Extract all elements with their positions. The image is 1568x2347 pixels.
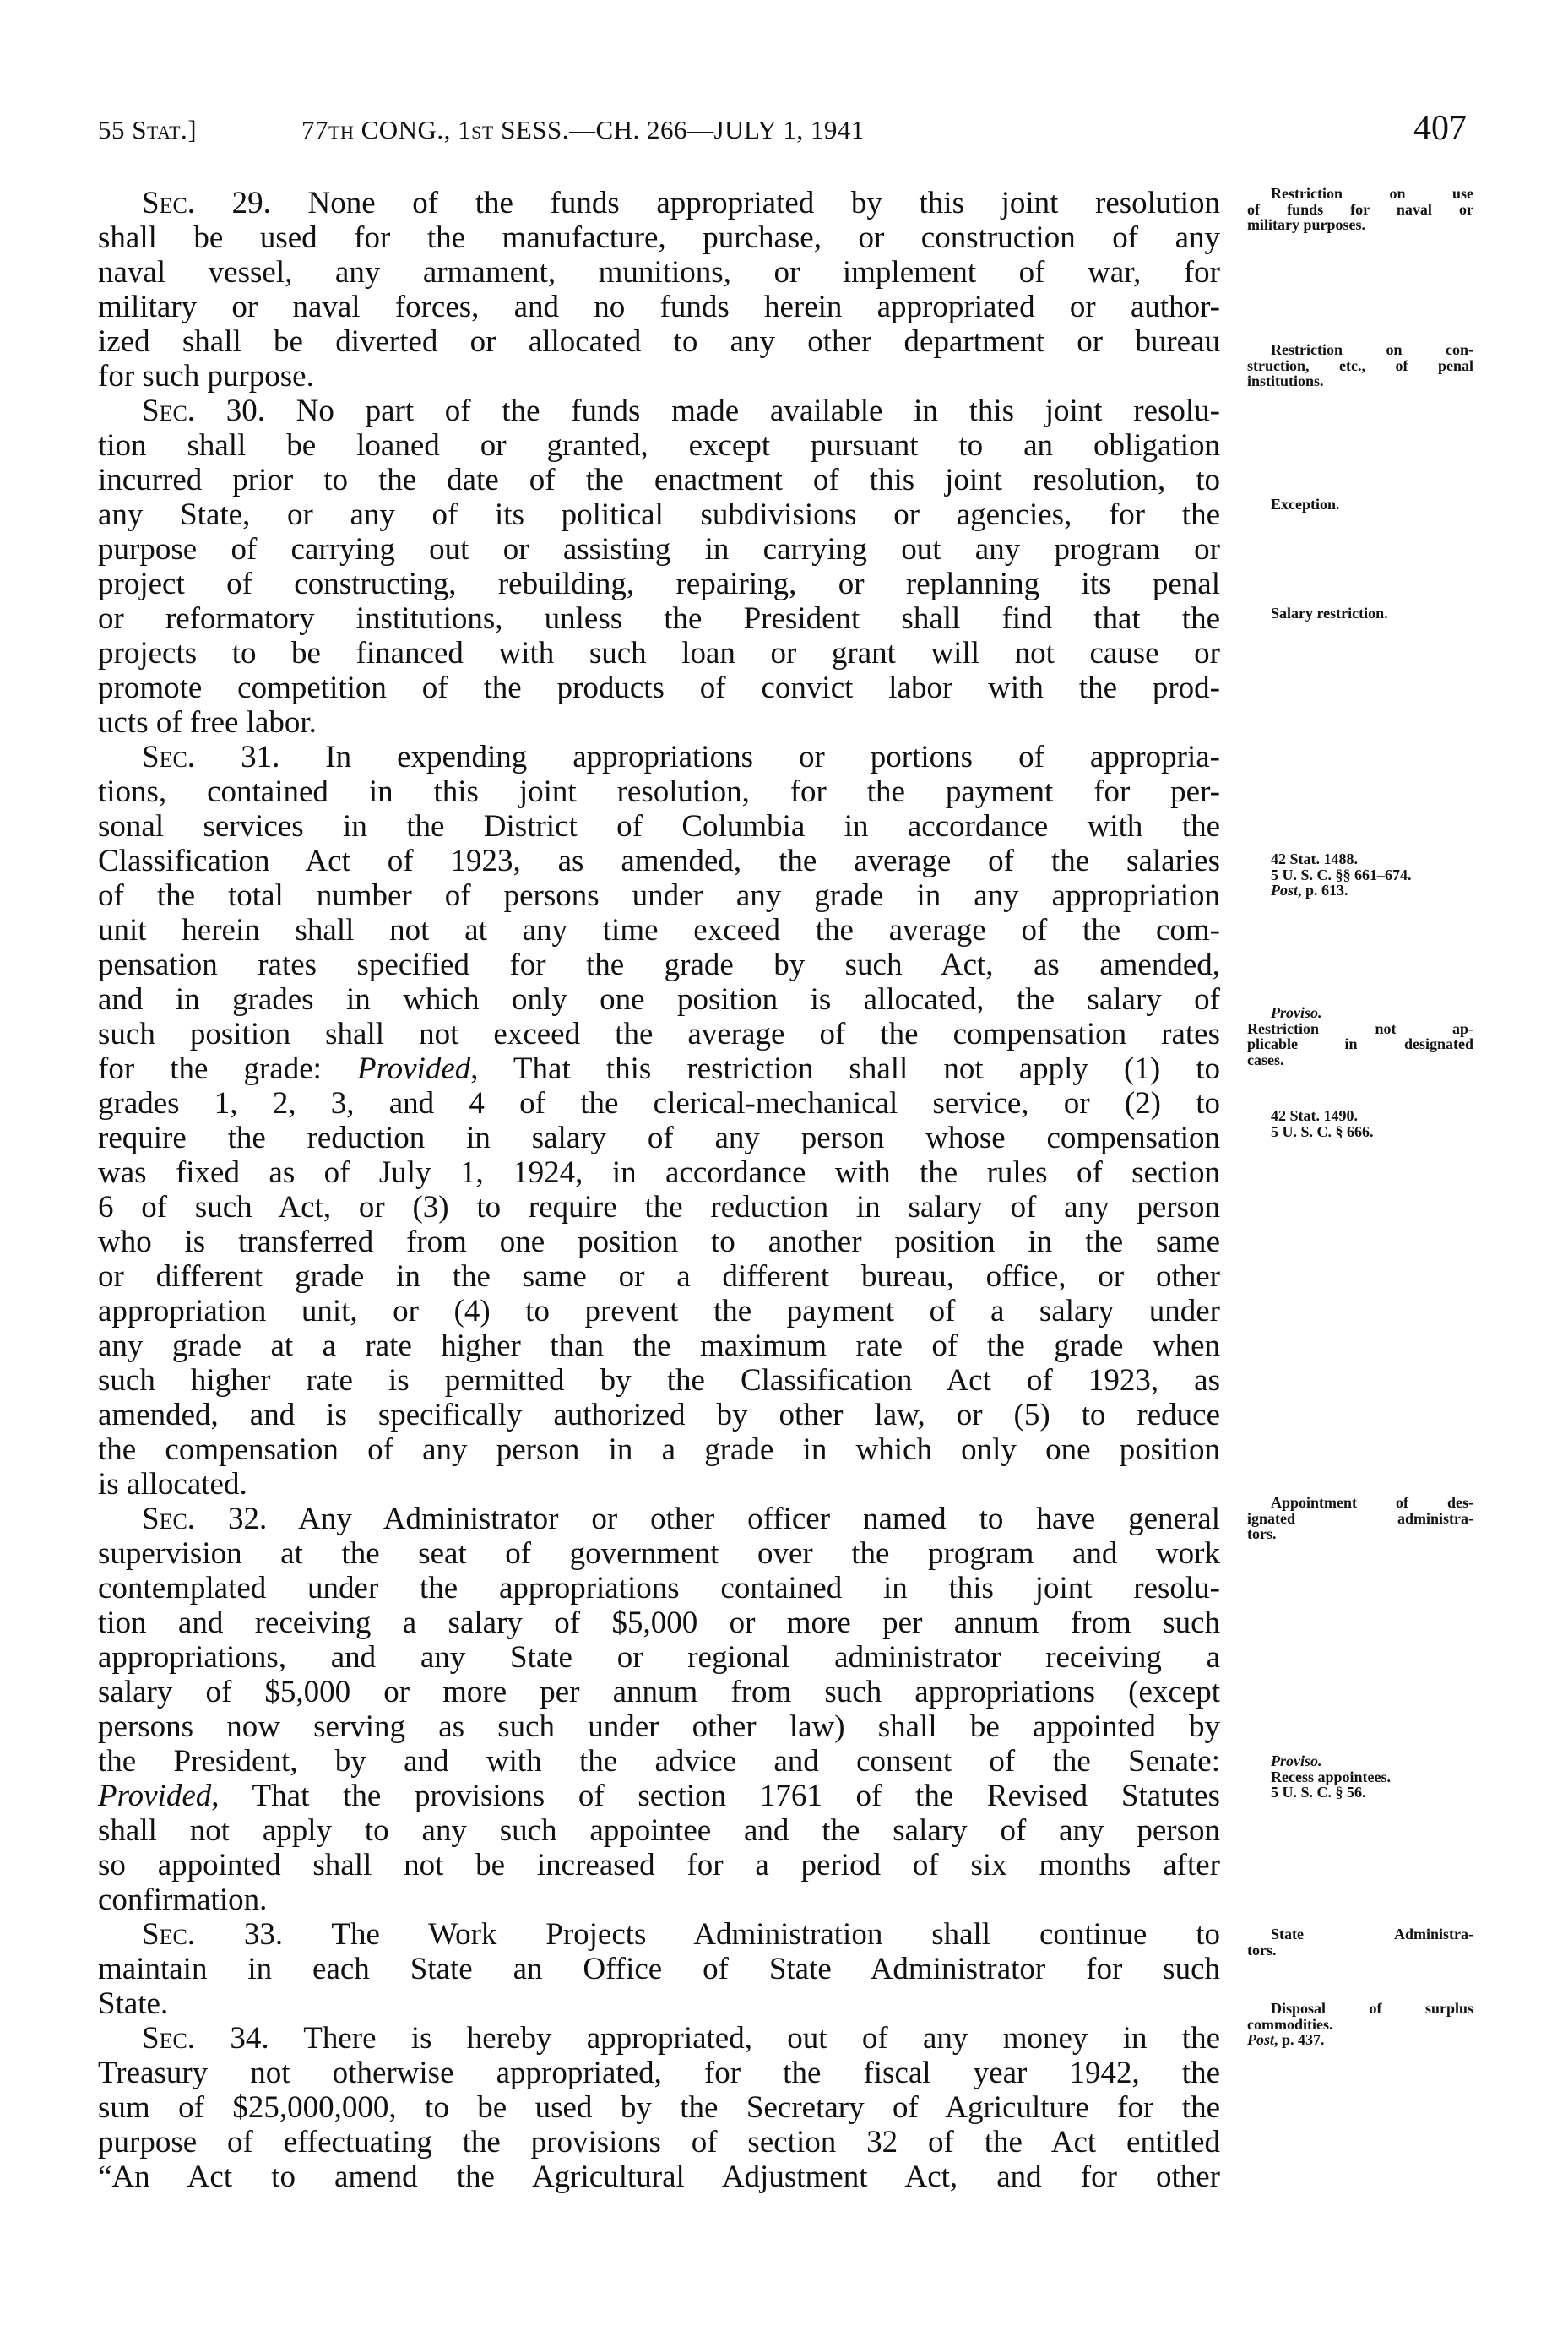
text-line <box>98 844 1220 878</box>
text-run: or different grade in the same or a different bureau, office, or other <box>98 1259 1220 1294</box>
text-run: 29. None of the funds appropriated by this joint resolution <box>195 186 1220 220</box>
margin-note <box>1247 2001 1473 2048</box>
text-run: of funds for naval or <box>1247 200 1473 218</box>
text-run: 31. In expending appropriations or portions of appropria- <box>195 740 1220 774</box>
text-line <box>98 428 1220 463</box>
text-run: any grade at a rate higher than the maximum rate of the grade when <box>98 1328 1220 1363</box>
margin-note-line <box>1247 186 1473 202</box>
italic-term: Post <box>1247 2031 1275 2048</box>
text-line <box>98 324 1220 359</box>
text-line <box>98 532 1220 567</box>
text-run: “An Act to amend the Agricultural Adjustment Act, and for other <box>98 2160 1220 2194</box>
text-line <box>98 1986 1220 2021</box>
text-run: supervision at the seat of government over the program and work <box>98 1536 1220 1571</box>
text-run: ucts of free labor. <box>98 705 317 740</box>
text-line <box>98 948 1220 982</box>
text-run: 42 Stat. 1488. <box>1271 850 1358 867</box>
margin-note-line <box>1247 1785 1473 1801</box>
text-run: persons now serving as such under other law) shall be appointed by <box>98 1709 1220 1744</box>
text-run: appropriation unit, or (4) to prevent the payment of a salary under <box>98 1294 1220 1328</box>
text-run: cases. <box>1247 1051 1284 1068</box>
text-line <box>98 982 1220 1017</box>
margin-note-line <box>1247 1942 1473 1959</box>
running-head-title: 77th CONG., 1st SESS.—CH. 266—JULY 1, 1941 <box>301 115 865 144</box>
text-line <box>98 2056 1220 2090</box>
section-paragraph <box>98 394 1220 740</box>
text-line <box>98 1467 1220 1502</box>
margin-note-line <box>1247 1124 1473 1140</box>
text-run: such position shall not exceed the average of the compensation rates <box>98 1017 1220 1051</box>
text-line <box>98 255 1220 290</box>
text-run: State Administra- <box>1271 1926 1473 1942</box>
margin-note-line <box>1247 1926 1473 1942</box>
margin-note-line <box>1247 883 1473 899</box>
text-run: salary of $5,000 or more per annum from such appropriations (except <box>98 1675 1220 1709</box>
margin-note-line <box>1247 851 1473 867</box>
text-line <box>98 1086 1220 1121</box>
text-run: who is transferred from one position to another position in the same <box>98 1225 1220 1259</box>
text-run: ignated administra- <box>1247 1509 1473 1527</box>
margin-note-line <box>1247 1036 1473 1052</box>
margin-note-line <box>1247 497 1473 513</box>
text-run: require the reduction in salary of any person whose compensation <box>98 1121 1220 1155</box>
text-line <box>98 394 1220 428</box>
margin-note-line <box>1247 358 1473 374</box>
text-run: pensation rates specified for the grade by such Act, as amended, <box>98 948 1220 982</box>
margin-note <box>1247 1753 1473 1801</box>
text-run: 42 Stat. 1490. <box>1271 1107 1358 1124</box>
text-run: is allocated. <box>98 1467 247 1502</box>
text-run: Restriction not ap- <box>1247 1019 1473 1037</box>
text-line <box>98 1813 1220 1848</box>
text-line <box>98 1536 1220 1571</box>
section-label: Sec. <box>142 1917 196 1952</box>
text-run: ized shall be diverted or allocated to any other department or bureau <box>98 324 1220 359</box>
text-run: the President, by and with the advice and consent of the Senate: <box>98 1744 1220 1779</box>
text-run: and in grades in which only one position is allocated, the salary of <box>98 982 1220 1017</box>
text-line <box>98 601 1220 636</box>
text-line <box>98 1605 1220 1640</box>
text-line <box>98 1779 1220 1813</box>
text-run: any State, or any of its political subdivisions or agencies, for the <box>98 497 1220 532</box>
text-line <box>98 1502 1220 1536</box>
text-run: the compensation of any person in a grade in which only one position <box>98 1432 1220 1467</box>
text-line <box>98 740 1220 774</box>
text-line <box>98 1952 1220 1986</box>
section-label: Sec. <box>142 2021 196 2056</box>
margin-note-line <box>1247 1495 1473 1511</box>
text-run: Recess appointees. <box>1271 1768 1391 1785</box>
text-line <box>98 220 1220 255</box>
text-run: tors. <box>1247 1525 1277 1542</box>
text-run: purpose of carrying out or assisting in carrying out any program or <box>98 532 1220 567</box>
italic-term: Provided <box>98 1779 212 1813</box>
margin-note-line <box>1247 1511 1473 1527</box>
text-line <box>98 1848 1220 1882</box>
italic-term: Provided <box>357 1051 471 1086</box>
section-label: Sec. <box>142 186 196 220</box>
text-line <box>98 1709 1220 1744</box>
margin-note-line <box>1247 373 1473 389</box>
text-line <box>98 1675 1220 1709</box>
text-run: sonal services in the District of Columbia in accordance with the <box>98 809 1220 844</box>
text-line <box>98 913 1220 948</box>
text-run: was fixed as of July 1, 1924, in accordance with the rules of section <box>98 1155 1220 1190</box>
text-run: grades 1, 2, 3, and 4 of the clerical-mechanical service, or (2) to <box>98 1086 1220 1121</box>
italic-term: Post <box>1271 882 1299 899</box>
margin-note-line <box>1247 1108 1473 1124</box>
text-run: Classification Act of 1923, as amended, the average of the salaries <box>98 844 1220 878</box>
text-run: , p. 613. <box>1298 882 1348 899</box>
margin-note <box>1247 497 1473 513</box>
text-run: amended, and is specifically authorized by other law, or (5) to reduce <box>98 1398 1220 1432</box>
text-run: shall be used for the manufacture, purchase, or construction of any <box>98 220 1220 255</box>
text-line <box>98 878 1220 913</box>
text-run: for such purpose. <box>98 359 314 394</box>
text-run: project of constructing, rebuilding, repairing, or replanning its penal <box>98 567 1220 601</box>
text-run: Restriction on con- <box>1271 341 1473 358</box>
text-run: Exception. <box>1271 496 1340 513</box>
text-run: tion shall be loaned or granted, except pursuant to an obligation <box>98 428 1220 463</box>
text-line <box>98 1259 1220 1294</box>
section-paragraph <box>98 186 1220 394</box>
text-run: , That the provisions of section 1761 of the Revised Statutes <box>211 1779 1220 1813</box>
text-run: 33. The Work Projects Administration shall continue to <box>195 1917 1220 1952</box>
margin-note <box>1247 1108 1473 1139</box>
text-run: naval vessel, any armament, munitions, or implement of war, for <box>98 255 1220 290</box>
text-run: military or naval forces, and no funds herein appropriated or author- <box>98 290 1220 324</box>
text-line <box>98 1363 1220 1398</box>
text-run: Appointment of des- <box>1271 1494 1473 1511</box>
margin-note <box>1247 342 1473 389</box>
text-run: for the grade: <box>98 1051 358 1086</box>
margin-note-line <box>1247 1769 1473 1785</box>
text-line <box>98 2021 1220 2056</box>
text-run: promote competition of the products of convict labor with the prod- <box>98 671 1220 705</box>
section-label: Sec. <box>142 394 196 428</box>
text-run: unit herein shall not at any time exceed the average of the com- <box>98 913 1220 948</box>
section-paragraph <box>98 2021 1220 2194</box>
text-run: or reformatory institutions, unless the President shall find that the <box>98 601 1220 636</box>
margin-note-line <box>1247 342 1473 358</box>
text-line <box>98 671 1220 705</box>
text-run: institutions. <box>1247 372 1324 389</box>
text-line <box>98 774 1220 809</box>
text-line <box>98 1017 1220 1051</box>
text-run: Disposal of surplus <box>1271 2000 1473 2017</box>
text-run: sum of $25,000,000, to be used by the Secretary of Agriculture for the <box>98 2090 1220 2125</box>
margin-note <box>1247 186 1473 233</box>
text-run: struction, etc., of penal <box>1247 356 1473 374</box>
text-line <box>98 1432 1220 1467</box>
section-label: Sec. <box>142 1502 196 1536</box>
italic-term: Proviso. <box>1271 1752 1322 1769</box>
text-run: shall not apply to any such appointee and the salary of any person <box>98 1813 1220 1848</box>
text-run: tions, contained in this joint resolution, for the payment for per- <box>98 774 1220 809</box>
text-run: incurred prior to the date of the enactment of this joint resolution, to <box>98 463 1220 497</box>
text-run: appropriations, and any State or regional administrator receiving a <box>98 1640 1220 1675</box>
text-line <box>98 2090 1220 2125</box>
margin-note <box>1247 606 1473 622</box>
text-run: projects to be financed with such loan or grant will not cause or <box>98 636 1220 671</box>
text-line <box>98 636 1220 671</box>
text-run: confirmation. <box>98 1882 268 1917</box>
margin-note-line <box>1247 1753 1473 1769</box>
text-line <box>98 809 1220 844</box>
text-run: tion and receiving a salary of $5,000 or more per annum from such <box>98 1605 1220 1640</box>
text-run: such higher rate is permitted by the Classification Act of 1923, as <box>98 1363 1220 1398</box>
text-line <box>98 497 1220 532</box>
margin-note <box>1247 1926 1473 1958</box>
text-line <box>98 1121 1220 1155</box>
text-line <box>98 567 1220 601</box>
text-line <box>98 1571 1220 1605</box>
margin-note-line <box>1247 867 1473 883</box>
text-line <box>98 1882 1220 1917</box>
margin-note-line <box>1247 2017 1473 2033</box>
text-run: 5 U. S. C. § 666. <box>1271 1122 1374 1140</box>
text-line <box>98 1190 1220 1225</box>
text-run: Treasury not otherwise appropriated, for the fiscal year 1942, the <box>98 2056 1220 2090</box>
text-run: 32. Any Administrator or other officer named to have general <box>195 1502 1220 1536</box>
text-run: 5 U. S. C. §§ 661–674. <box>1271 866 1412 883</box>
text-run: purpose of effectuating the provisions of section 32 of the Act entitled <box>98 2125 1220 2160</box>
text-run: so appointed shall not be increased for a period of six months after <box>98 1848 1220 1882</box>
text-run: commodities. <box>1247 2015 1333 2033</box>
text-run: Restriction on use <box>1271 185 1473 202</box>
text-line <box>98 2125 1220 2160</box>
text-run: 34. There is hereby appropriated, out of any money in the <box>195 2021 1220 2056</box>
margin-note-line <box>1247 2032 1473 2048</box>
text-run: 6 of such Act, or (3) to require the reduction in salary of any person <box>98 1190 1220 1225</box>
page-number: 407 <box>1413 109 1467 148</box>
text-line <box>98 1051 1220 1086</box>
margin-note-line <box>1247 1052 1473 1068</box>
text-run: plicable in designated <box>1247 1035 1473 1052</box>
text-line <box>98 2160 1220 2194</box>
text-run: tors. <box>1247 1941 1277 1959</box>
margin-note-line <box>1247 1526 1473 1542</box>
section-paragraph <box>98 1917 1220 2021</box>
text-run: State. <box>98 1986 169 2021</box>
text-run: 5 U. S. C. § 56. <box>1271 1784 1366 1801</box>
italic-term: Proviso. <box>1271 1004 1322 1021</box>
text-line <box>98 1917 1220 1952</box>
text-line <box>98 290 1220 324</box>
text-run: Salary restriction. <box>1271 605 1388 622</box>
margin-note-line <box>1247 1021 1473 1037</box>
text-line <box>98 705 1220 740</box>
section-paragraph <box>98 1502 1220 1917</box>
text-line <box>98 1744 1220 1779</box>
margin-note-line <box>1247 606 1473 622</box>
margin-note <box>1247 851 1473 899</box>
text-run: 30. No part of the funds made available in this joint resolu- <box>195 394 1220 428</box>
text-line <box>98 359 1220 394</box>
text-line <box>98 463 1220 497</box>
text-line <box>98 1294 1220 1328</box>
margin-note <box>1247 1495 1473 1542</box>
text-line <box>98 1328 1220 1363</box>
text-line <box>98 186 1220 220</box>
margin-note-line <box>1247 202 1473 218</box>
margin-note-line <box>1247 1005 1473 1021</box>
text-run: , That this restriction shall not apply (1) to <box>470 1051 1220 1086</box>
text-run: military purposes. <box>1247 216 1366 233</box>
text-line <box>98 1398 1220 1432</box>
section-label: Sec. <box>142 740 196 774</box>
text-run: contemplated under the appropriations contained in this joint resolu- <box>98 1571 1220 1605</box>
text-line <box>98 1225 1220 1259</box>
margin-note <box>1247 1005 1473 1068</box>
running-head-volume: 55 Stat.] <box>98 115 198 144</box>
text-run: , p. 437. <box>1274 2031 1325 2048</box>
text-line <box>98 1640 1220 1675</box>
margin-note-line <box>1247 217 1473 233</box>
margin-note-line <box>1247 2001 1473 2017</box>
text-run: maintain in each State an Office of State Administrator for such <box>98 1952 1220 1986</box>
text-line <box>98 1155 1220 1190</box>
text-run: of the total number of persons under any grade in any appropriation <box>98 878 1220 913</box>
section-paragraph <box>98 740 1220 1502</box>
statute-body-text <box>98 186 1220 2194</box>
